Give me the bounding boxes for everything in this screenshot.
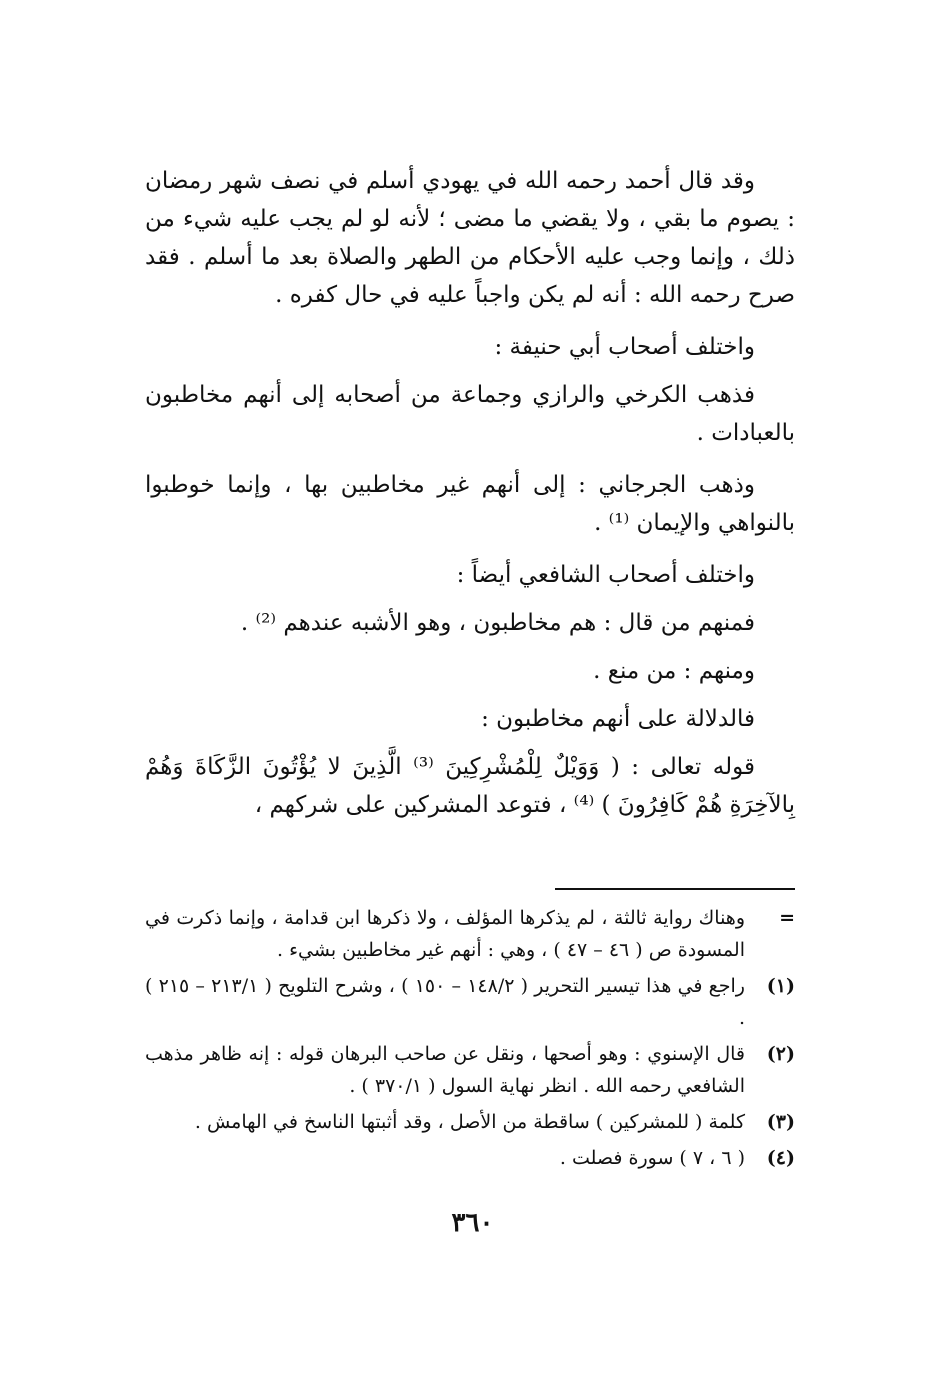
paragraph-prohibited-view: ومنهم : من منع . bbox=[593, 658, 755, 684]
footnote-text: ( ٦ ، ٧ ) سورة فصلت . bbox=[559, 1147, 745, 1169]
paragraph-hanafi-heading: واختلف أصحاب أبي حنيفة : bbox=[494, 334, 755, 360]
footnote-3 bbox=[145, 1106, 795, 1138]
footnote-text: وهناك رواية ثالثة ، لم يذكرها المؤلف ، ولا ذكرها ابن قدامة ، وإنما ذكرت في المسودة ص ( ٤٦ – ٤٧ ) ، وهي : أنهم غير مخاطبين بشيء . bbox=[145, 907, 745, 961]
footnotes bbox=[145, 902, 795, 1178]
main-text bbox=[145, 162, 795, 838]
page-number: ٣٦٠ bbox=[451, 1208, 494, 1238]
paragraph-addressed-view: فمنهم من قال : هم مخاطبون ، وهو الأشبه عندهم ⁽²⁾ . bbox=[240, 610, 755, 636]
footnote-text: قال الإسنوي : وهو أصحها ، ونقل عن صاحب البرهان قوله : إنه ظاهر مذهب الشافعي رحمه الله . انظر نهاية السول ( ٣٧٠/١ ) . bbox=[145, 1043, 745, 1097]
footnote-marker: = bbox=[779, 907, 795, 929]
footnote-text: راجع في هذا تيسير التحرير ( ١٤٨/٢ – ١٥٠ ) ، وشرح التلويح ( ٢١٣/١ – ٢١٥ ) . bbox=[145, 975, 745, 1029]
footnote-marker: (١) bbox=[766, 975, 795, 997]
footnote-continuation bbox=[145, 902, 795, 966]
footnote-marker: (٣) bbox=[766, 1111, 795, 1133]
paragraph-shafii-heading: واختلف أصحاب الشافعي أيضاً : bbox=[456, 562, 755, 588]
paragraph-evidence-heading: فالدلالة على أنهم مخاطبون : bbox=[481, 706, 755, 732]
paragraph-ahmad-ruling: وقد قال أحمد رحمه الله في يهودي أسلم في نصف شهر رمضان : يصوم ما بقي ، ولا يقضي ما مضى ؛ لأنه لو لم يجب عليه شيء من ذلك ، وإنما وجب عليه الأحكام من الطهر والصلاة بعد ما أسلم . فقد صرح رحمه الله : أنه لم يكن واجباً عليه في حال كفره . bbox=[145, 168, 795, 308]
paragraph-jurjani-view: وذهب الجرجاني : إلى أنهم غير مخاطبين بها ، وإنما خوطبوا بالنواهي والإيمان ⁽¹⁾ . bbox=[145, 472, 795, 536]
footnote-marker: (٢) bbox=[766, 1043, 795, 1065]
footnote-text: كلمة ( للمشركين ) ساقطة من الأصل ، وقد أثبتها الناسخ في الهامش . bbox=[194, 1111, 745, 1133]
footnote-4 bbox=[145, 1142, 795, 1174]
footnote-separator bbox=[555, 888, 795, 890]
paragraph-karkhi-view: فذهب الكرخي والرازي وجماعة من أصحابه إلى أنهم مخاطبون بالعبادات . bbox=[145, 382, 795, 446]
paragraph-quran-verse: قوله تعالى : ( وَوَيْلٌ لِلْمُشْرِكِينَ ⁽³⁾ الَّذِينَ لا يُؤْتُونَ الزَّكَاةَ وَهُمْ بِالآخِرَةِ هُمْ كَافِرُونَ ) ⁽⁴⁾ ، فتوعد المشركين على شركهم ، bbox=[145, 754, 795, 818]
footnote-1 bbox=[145, 970, 795, 1034]
footnote-marker: (٤) bbox=[766, 1147, 795, 1169]
footnote-2 bbox=[145, 1038, 795, 1102]
